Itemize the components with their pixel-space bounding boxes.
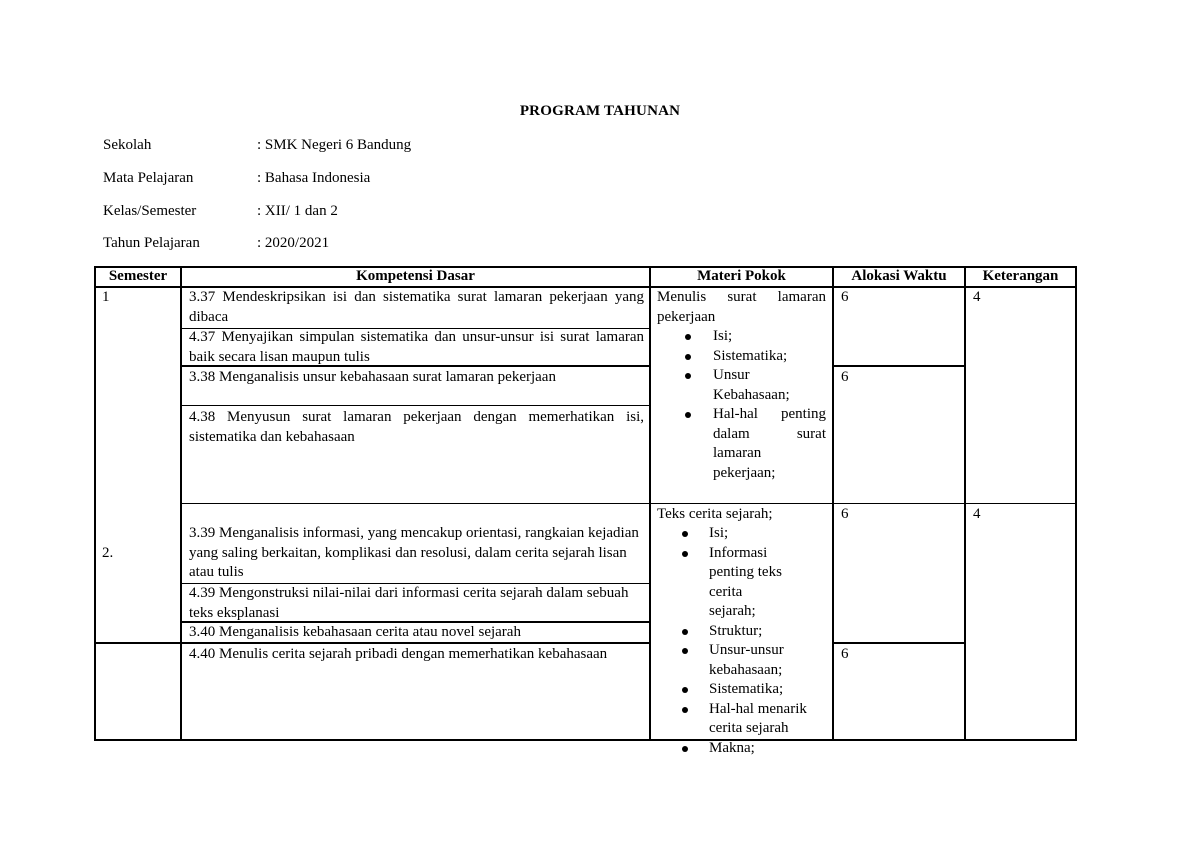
materi-item <box>657 327 826 347</box>
bullet-icon <box>682 687 688 693</box>
bullet-icon <box>682 551 688 557</box>
materi-item-text: Struktur; <box>709 622 763 639</box>
row-divider <box>180 405 650 406</box>
bullet-icon <box>682 629 688 635</box>
alokasi-value: 6 <box>841 289 849 305</box>
table-border-left <box>94 266 96 741</box>
kd-text: 3.39 Menganalisis informasi, yang mencakup orientasi, rangkaian kejadian yang saling berkaitan, komplikasi dan resolusi, dalam cerita sejarah lisan atau tulis <box>189 525 639 580</box>
header-materi-pokok: Materi Pokok <box>697 268 786 284</box>
info-label: Sekolah <box>103 137 152 153</box>
kd-text: 3.37 Mendeskripsikan isi dan sistematika surat lamaran pekerjaan yang dibaca <box>189 289 644 325</box>
header-keterangan: Keterangan <box>982 268 1059 284</box>
materi-item <box>657 524 826 544</box>
materi-item <box>657 622 826 642</box>
kd-text: 4.37 Menyajikan simpulan sistematika dan unsur-unsur isi surat lamaran baik secara lisan maupun tulis <box>189 329 644 365</box>
table-border-bottom <box>94 739 1077 741</box>
materi-item-text: Unsur-unsur kebahasaan; <box>709 642 784 678</box>
semester-value: 2. <box>102 545 114 561</box>
materi-item-text: Hal-hal menarik cerita sejarah <box>709 700 807 736</box>
materi-item <box>657 405 826 483</box>
semester-value: 1 <box>102 289 110 305</box>
materi-list <box>657 524 826 758</box>
info-label: Kelas/Semester <box>103 203 197 219</box>
alokasi-divider <box>832 365 966 367</box>
alokasi-value: 6 <box>841 646 849 662</box>
info-value: : Bahasa Indonesia <box>257 170 371 186</box>
info-label: Mata Pelajaran <box>103 170 194 186</box>
bullet-icon <box>685 373 691 379</box>
program-table <box>94 266 1077 756</box>
kd-text: 3.40 Menganalisis kebahasaan cerita atau novel sejarah <box>189 624 521 640</box>
alokasi-value: 6 <box>841 369 849 385</box>
materi-intro: Menulis surat lamaran pekerjaan <box>657 289 826 325</box>
page-title: PROGRAM TAHUNAN <box>519 103 681 119</box>
info-value: : 2020/2021 <box>257 235 330 251</box>
kd-text: 3.38 Menganalisis unsur kebahasaan surat lamaran pekerjaan <box>189 369 556 385</box>
materi-item <box>657 347 826 367</box>
materi-item <box>657 544 826 622</box>
bullet-icon <box>685 412 691 418</box>
bullet-icon <box>682 648 688 654</box>
bullet-icon <box>685 354 691 360</box>
header-kompetensi-dasar: Kompetensi Dasar <box>356 268 475 284</box>
info-value: : XII/ 1 dan 2 <box>257 203 338 219</box>
materi-item <box>657 366 826 405</box>
alokasi-divider <box>832 642 966 644</box>
kd-text: 4.39 Mengonstruksi nilai-nilai dari informasi cerita sejarah dalam sebuah teks eksplanasi <box>189 585 629 621</box>
materi-list <box>657 327 826 483</box>
bullet-icon <box>682 707 688 713</box>
header-alokasi-waktu: Alokasi Waktu <box>851 268 947 284</box>
materi-item <box>657 680 826 700</box>
bullet-icon <box>682 531 688 537</box>
materi-item-text: Informasi penting teks cerita sejarah; <box>709 544 782 619</box>
kd-text: 4.40 Menulis cerita sejarah pribadi dengan memerhatikan kebahasaan <box>189 646 608 662</box>
bullet-icon <box>682 746 688 752</box>
materi-item-text: Unsur Kebahasaan; <box>713 367 790 403</box>
materi-item-text: Sistematika; <box>713 347 788 364</box>
info-value: : SMK Negeri 6 Bandung <box>257 137 412 153</box>
block-divider <box>180 503 1077 504</box>
materi-item-text: Isi; <box>713 328 733 344</box>
header-semester: Semester <box>108 268 168 284</box>
materi-item <box>657 739 826 759</box>
materi-item-text: Isi; <box>709 525 729 541</box>
keterangan-value: 4 <box>973 289 981 305</box>
materi-item-text: Makna; <box>709 739 755 756</box>
materi-intro: Teks cerita sejarah; <box>657 506 773 522</box>
info-label: Tahun Pelajaran <box>103 235 200 251</box>
alokasi-value: 6 <box>841 506 849 522</box>
materi-item <box>657 641 826 680</box>
kd-text: 4.38 Menyusun surat lamaran pekerjaan dengan memerhatikan isi, sistematika dan kebahasaan <box>189 409 644 445</box>
keterangan-value: 4 <box>973 506 981 522</box>
materi-item <box>657 700 826 739</box>
materi-item-text: Sistematika; <box>709 681 784 697</box>
materi-item-text: Hal-hal penting dalam surat lamaran pekerjaan; <box>713 406 826 481</box>
bullet-icon <box>685 334 691 340</box>
